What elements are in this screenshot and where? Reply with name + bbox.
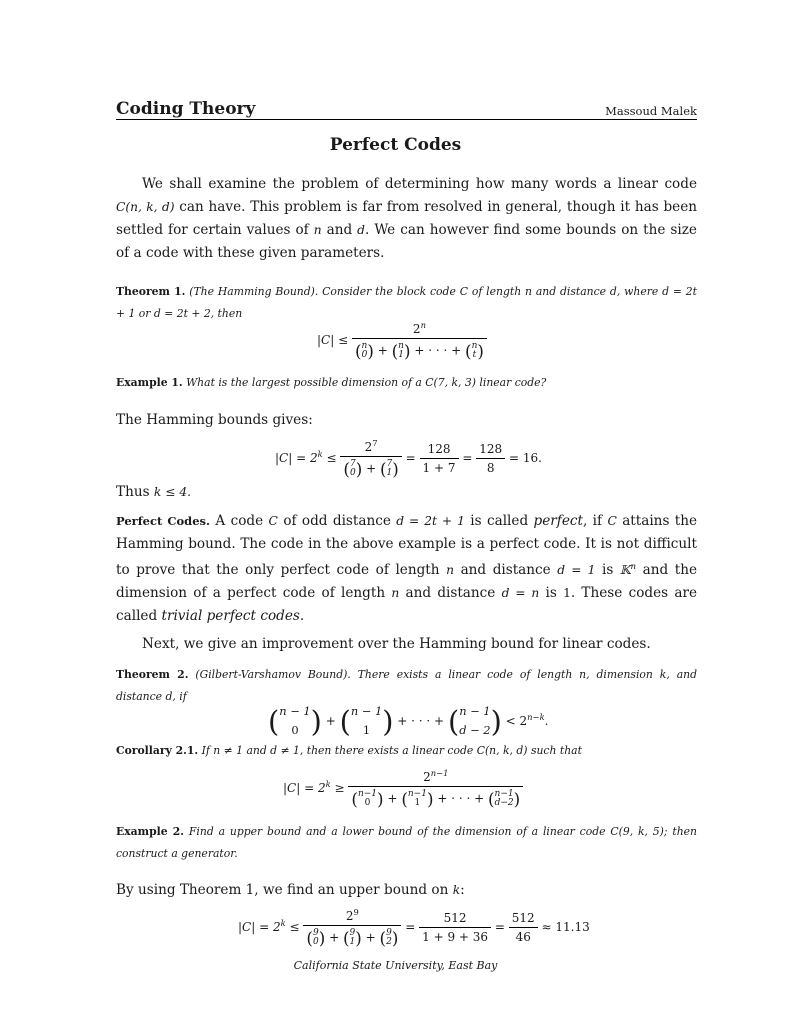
example-1 — [116, 372, 697, 394]
corollary-equation: $|C| = 2^k$ ≥ $2^{n-1}$ (n−1 0 ) + (n−1 1 ) + · · · + (n−1 d−2) — [283, 768, 523, 809]
corollary-text: If n ≠ 1 and d ≠ 1, then there exists a linear code C(n, k, d) such that — [201, 744, 582, 757]
header-rule — [116, 119, 697, 120]
running-header-author: Massoud Malek — [605, 104, 697, 118]
by-using-line: By using Theorem 1, we find an upper bound on k: — [116, 882, 465, 898]
example-1-text: What is the largest possible dimension of a C(7, k, 3) linear code? — [186, 376, 547, 389]
theorem-2-text: (Gilbert-Varshamov Bound). There exists a linear code of length n, dimension k, and distance d, if — [116, 668, 697, 703]
code-notation: C(n, k, d) — [116, 200, 175, 214]
example-2 — [116, 821, 697, 865]
hamming-fraction: 2$^n$ (n 0) + (n 1) + · · · + (n t) — [352, 320, 487, 361]
theorem-1 — [116, 281, 697, 325]
perfect-codes-paragraph: Perfect Codes. A code C of odd distance d = 2t + 1 is called perfect, if C attains the Hamming bound. The code in the above example is a perfect code. It is not difficult to prove that the only perfect code of length n and distance d = 1 is 𝕂$^n$ and the dimension of a perfect code of length n and distance d = n is 1. These codes are called trivial perfect codes. — [116, 513, 698, 625]
next-paragraph: Next, we give an improvement over the Hamming bound for linear codes. — [142, 636, 651, 652]
theorem-1-label: Theorem 1. — [116, 285, 186, 298]
example-1-equation: $|C| = 2^k$ ≤ $2^7$ (7 0) + (7 1) = $\frac{128}{1 + 7}$ = $\frac{128}{8}$ = 16. — [275, 438, 542, 479]
theorem-2-label: Theorem 2. — [116, 668, 189, 681]
example-1-label: Example 1. — [116, 376, 183, 389]
theorem-1-text: (The Hamming Bound). Consider the block code C of length n and distance d, where d = 2t + 1 or d = 2t + 2, then — [116, 285, 697, 320]
corollary-label: Corollary 2.1. — [116, 744, 199, 757]
running-header-title: Coding Theory — [116, 99, 256, 119]
example-2-label: Example 2. — [116, 825, 185, 838]
corollary-2-1 — [116, 740, 697, 762]
example-2-equation: $|C| = 2^k$ ≤ $2^9$ (9 0) + (9 1) + (9 2) = $\frac{512}{1 + 9 + 36}$ = $\frac{512}{46}$ ≈ 11.13 — [238, 907, 590, 948]
example-2-text: Find a upper bound and a lower bound of the dimension of a linear code C(9, k, 5); then construct a generator. — [116, 825, 698, 860]
hamming-gives-line: The Hamming bounds gives: — [116, 412, 313, 428]
gilbert-varshamov-equation: (n − 1 0 ) + (n − 1 1 ) + · · · + (n − 1 $d - 2) < 2^{n-k}$. — [268, 704, 549, 739]
intro-paragraph: We shall examine the problem of determining how many words a linear code C(n, k, d) can have. This problem is far from resolved in general, though it has been settled for certain values of n and d. We can however find some bounds on the size of a code with these given parameters. — [116, 176, 697, 261]
thus-line: Thus k ≤ 4. — [116, 484, 192, 500]
perfect-codes-label: Perfect Codes. — [116, 514, 211, 528]
page-footer: California State University, East Bay — [293, 959, 498, 972]
hamming-bound-equation: |C| ≤ 2$^n$ (n 0) + (n 1) + · · · + (n t) — [317, 320, 487, 361]
page-title: Perfect Codes — [329, 135, 462, 155]
